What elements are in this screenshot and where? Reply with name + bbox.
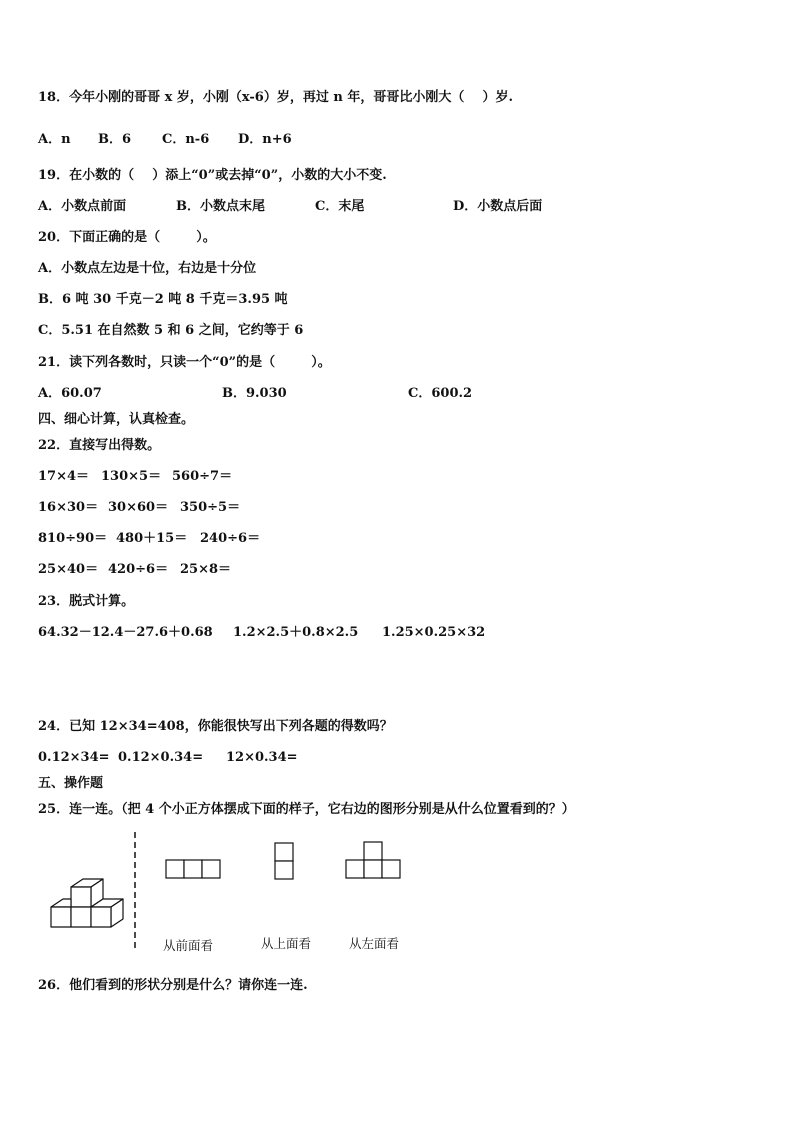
q25-stem: 25．连一连。（把 4 个小正方体摆成下面的样子，它右边的图形分别是从什么位置看到的？） bbox=[38, 802, 575, 817]
q24-item: 0.12×0.34= bbox=[118, 750, 204, 765]
q22-item: 810÷90＝ bbox=[38, 531, 108, 546]
q19-option-a: A．小数点前面 bbox=[38, 199, 127, 214]
view-t-shape bbox=[345, 841, 401, 879]
q23-item: 1.25×0.25×32 bbox=[382, 625, 486, 640]
q19-stem: 19．在小数的（ ）添上“0”或去掉“0”，小数的大小不变. bbox=[38, 168, 387, 183]
q18-option-b: B．6 bbox=[98, 132, 132, 147]
q26-stem: 26．他们看到的形状分别是什么？请你连一连. bbox=[38, 978, 308, 993]
q24-item: 0.12×34= bbox=[38, 750, 110, 765]
q21-option-a: A．60.07 bbox=[38, 386, 102, 401]
stacked-cubes-figure bbox=[40, 876, 130, 940]
q22-item: 240÷6＝ bbox=[200, 531, 261, 546]
view-two-stacked bbox=[274, 842, 294, 880]
q24-stem: 24．已知 12×34=408，你能很快写出下列各题的得数吗？ bbox=[38, 719, 393, 734]
q21-option-b: B．9.030 bbox=[222, 386, 287, 401]
q23-item: 1.2×2.5＋0.8×2.5 bbox=[233, 625, 359, 640]
q22-item: 17×4＝ bbox=[38, 469, 90, 484]
q19-option-d: D．小数点后面 bbox=[453, 199, 543, 214]
q23-item: 64.32－12.4－27.6＋0.68 bbox=[38, 625, 213, 640]
q18-stem: 18．今年小刚的哥哥 x 岁，小刚（x-6）岁，再过 n 年，哥哥比小刚大（ ）岁. bbox=[38, 90, 513, 105]
q18-option-c: C．n-6 bbox=[162, 132, 210, 147]
q22-item: 420÷6＝ bbox=[108, 562, 169, 577]
q22-item: 16×30＝ bbox=[38, 500, 99, 515]
view-label-top: 从上面看 bbox=[261, 936, 312, 951]
q18-option-d: D．n+6 bbox=[238, 132, 292, 147]
q22-item: 25×40＝ bbox=[38, 562, 99, 577]
q20-option-c: C．5.51 在自然数 5 和 6 之间，它约等于 6 bbox=[38, 323, 304, 338]
q23-stem: 23．脱式计算。 bbox=[38, 594, 135, 609]
dashed-divider bbox=[133, 832, 137, 952]
q22-item: 350÷5＝ bbox=[180, 500, 241, 515]
q22-item: 130×5＝ bbox=[101, 469, 162, 484]
view-label-front: 从前面看 bbox=[163, 938, 214, 953]
q18-option-a: A．n bbox=[38, 132, 71, 147]
q22-stem: 22．直接写出得数。 bbox=[38, 438, 161, 453]
section-5-heading: 五、操作题 bbox=[38, 776, 104, 791]
view-three-in-row bbox=[165, 859, 221, 879]
q24-item: 12×0.34= bbox=[226, 750, 298, 765]
q19-option-c: C．末尾 bbox=[315, 199, 365, 214]
q20-option-a: A．小数点左边是十位，右边是十分位 bbox=[38, 261, 257, 276]
q20-stem: 20．下面正确的是（ ）。 bbox=[38, 230, 216, 245]
section-4-heading: 四、细心计算，认真检查。 bbox=[38, 412, 195, 427]
q21-stem: 21．读下列各数时，只读一个“0”的是（ ）。 bbox=[38, 355, 331, 370]
q22-item: 25×8＝ bbox=[180, 562, 232, 577]
view-label-left: 从左面看 bbox=[349, 936, 400, 951]
q22-item: 480＋15＝ bbox=[116, 531, 188, 546]
q22-item: 30×60＝ bbox=[108, 500, 169, 515]
q19-option-b: B．小数点末尾 bbox=[176, 199, 265, 214]
q21-option-c: C．600.2 bbox=[408, 386, 473, 401]
q20-option-b: B．6 吨 30 千克－2 吨 8 千克＝3.95 吨 bbox=[38, 292, 288, 307]
q22-item: 560÷7＝ bbox=[172, 469, 233, 484]
